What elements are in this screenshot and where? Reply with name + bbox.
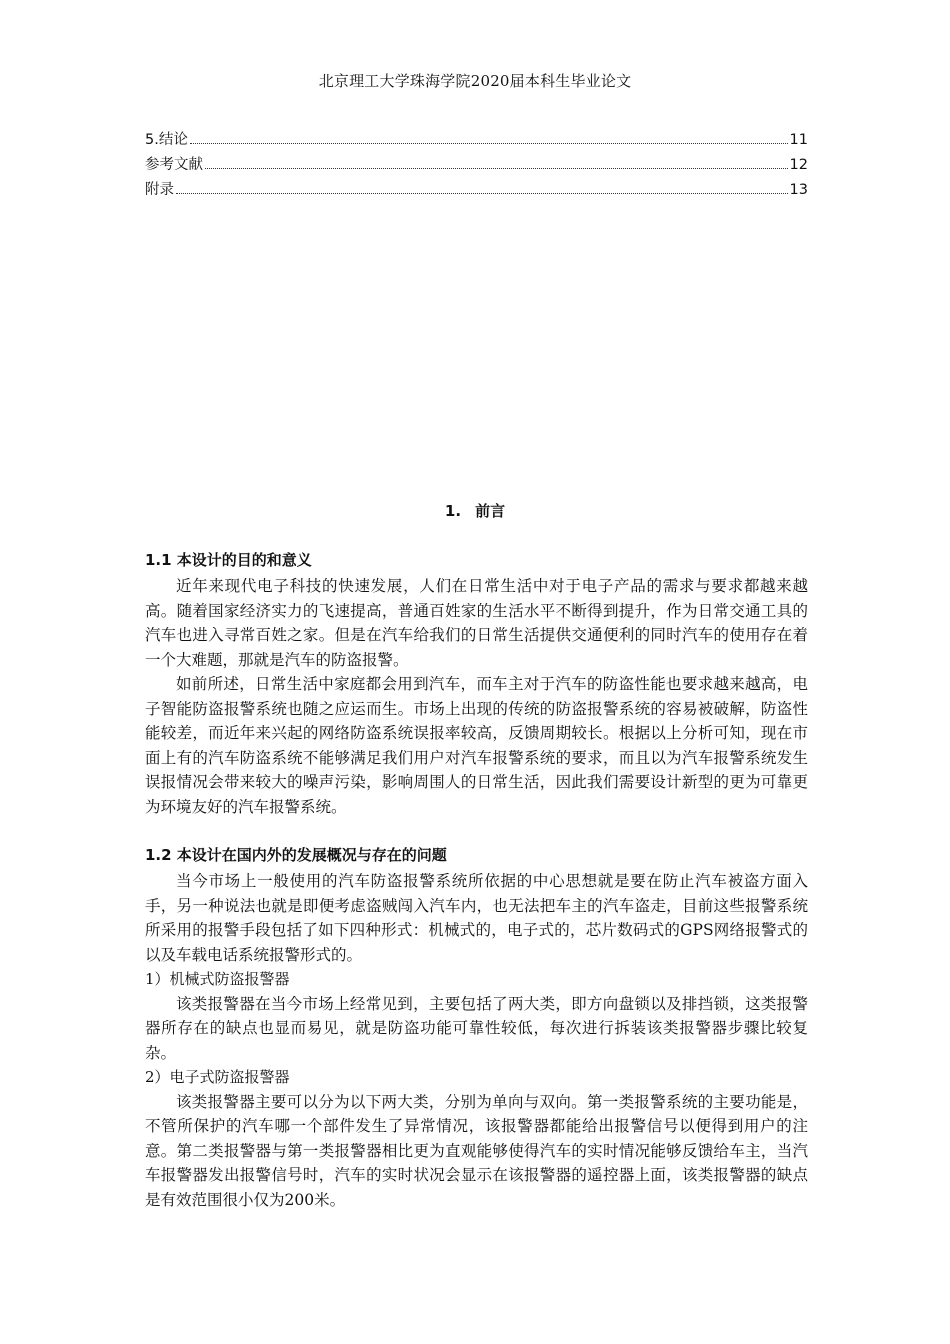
toc-entry-page: 11: [789, 132, 808, 148]
toc-dot-leader: [190, 142, 788, 144]
toc-dot-leader: [205, 167, 788, 169]
toc-entry: [145, 128, 808, 153]
list-item-label: 1）机械式防盗报警器: [145, 970, 290, 988]
chapter-number: 1.: [444, 502, 462, 520]
document-body: [145, 546, 808, 1212]
toc-entry: [145, 178, 808, 203]
toc-entry-page: 12: [789, 157, 808, 173]
toc-entry: [145, 153, 808, 178]
body-paragraph: 近年来现代电子科技的快速发展，人们在日常生活中对于电子产品的需求与要求都越来越高。随着国家经济实力的飞速提高，普通百姓家的生活水平不断得到提升，作为日常交通工具的汽车也进入寻常百姓之家。但是在汽车给我们的日常生活提供交通便利的同时汽车的使用存在着一个大难题，那就是汽车的防盗报警。: [145, 577, 808, 669]
running-header: 北京理工大学珠海学院2020届本科生毕业论文: [318, 72, 632, 90]
toc-dot-leader: [176, 192, 788, 194]
section-heading: 1.2 本设计在国内外的发展概况与存在的问题: [145, 846, 447, 864]
body-paragraph: 该类报警器在当今市场上经常见到，主要包括了两大类，即方向盘锁以及排挡锁，这类报警器所存在的缺点也显而易见，就是防盗功能可靠性较低，每次进行拆装该类报警器步骤比较复杂。: [145, 994, 808, 1062]
toc-entry-title: 参考文献: [145, 157, 203, 173]
body-paragraph: 当今市场上一般使用的汽车防盗报警系统所依据的中心思想就是要在防止汽车被盗方面入手，另一种说法也就是即便考虑盗贼闯入汽车内，也无法把车主的汽车盗走，目前这些报警系统所采用的报警手段包括了如下四种形式：机械式的，电子式的，芯片数码式的GPS网络报警式的以及车载电话系统报警形式的。: [145, 872, 808, 964]
toc-entry-page: 13: [789, 182, 808, 198]
section-spacer: [145, 819, 808, 841]
toc-entry-title: 附录: [145, 182, 174, 198]
section-heading: 1.1 本设计的目的和意义: [145, 551, 312, 569]
body-paragraph: 如前所述，日常生活中家庭都会用到汽车，而车主对于汽车的防盗性能也要求越来越高，电子智能防盗报警系统也随之应运而生。市场上出现的传统的防盗报警系统的容易被破解，防盗性能较差，而近年来兴起的网络防盗系统误报率较高，反馈周期较长。根据以上分析可知，现在市面上有的汽车防盗系统不能够满足我们用户对汽车报警系统的要求，而且以为汽车报警系统发生误报情况会带来较大的噪声污染，影响周围人的日常生活，因此我们需要设计新型的更为可靠更为环境友好的汽车报警系统。: [145, 675, 808, 816]
table-of-contents: [145, 128, 808, 203]
chapter-title: [0, 500, 950, 521]
chapter-name: 前言: [475, 502, 506, 520]
toc-entry-title: 5.结论: [145, 132, 188, 148]
body-paragraph: 该类报警器主要可以分为以下两大类，分别为单向与双向。第一类报警系统的主要功能是，不管所保护的汽车哪一个部件发生了异常情况，该报警器都能给出报警信号以便得到用户的注意。第二类报警器与第一类报警器相比更为直观能够使得汽车的实时情况能够反馈给车主，当汽车报警器发出报警信号时，汽车的实时状况会显示在该报警器的遥控器上面，该类报警器的缺点是有效范围很小仅为200米。: [145, 1092, 808, 1209]
list-item-label: 2）电子式防盗报警器: [145, 1068, 290, 1086]
